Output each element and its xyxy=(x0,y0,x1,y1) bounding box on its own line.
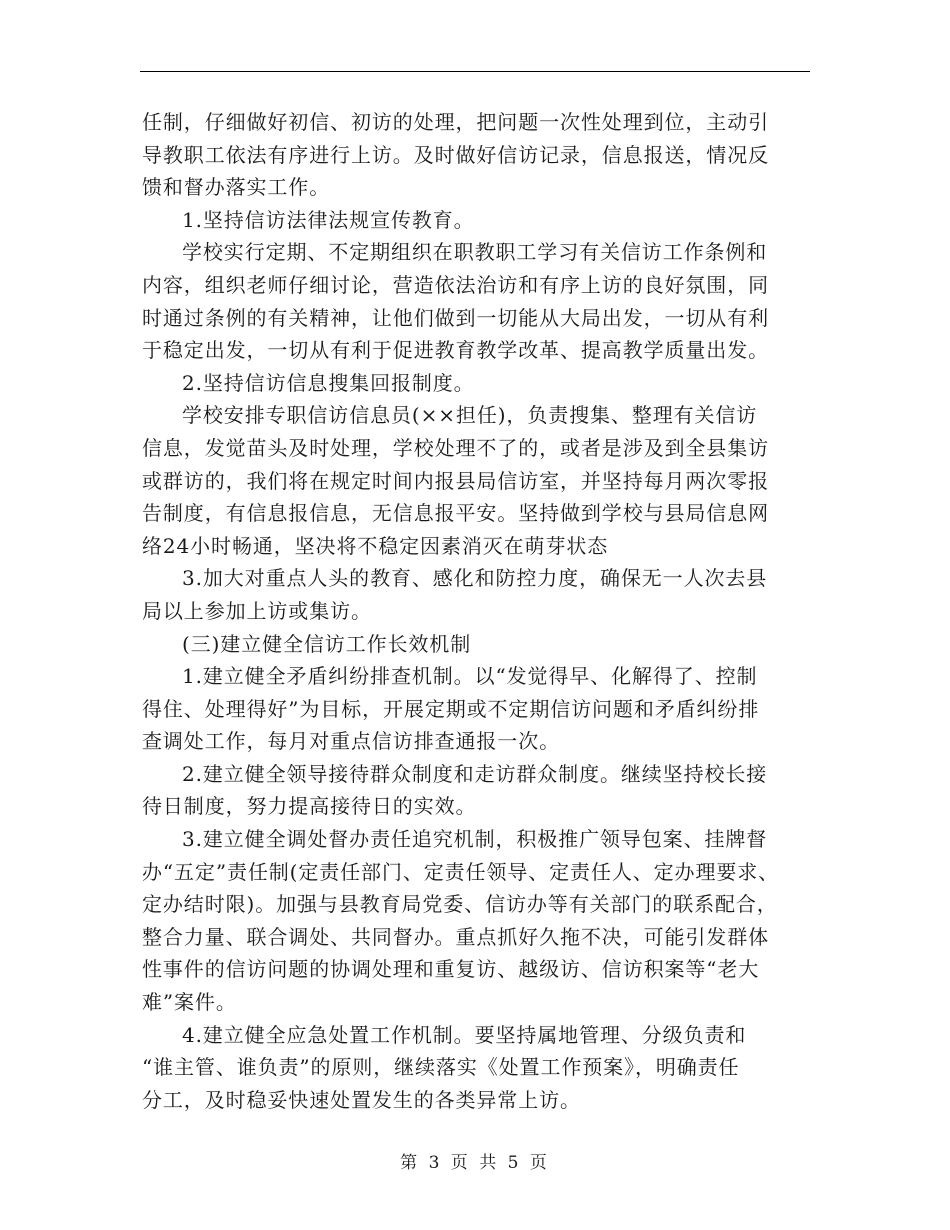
text-line: 内容，组织老师仔细讨论，营造依法治访和有序上访的良好氛围，同 xyxy=(142,272,769,297)
text-line: 2.建立健全领导接待群众制度和走访群众制度。继续坚持校长接 xyxy=(182,761,768,786)
text-line: 分工，及时稳妥快速处置发生的各类异常上访。 xyxy=(142,1087,581,1112)
text-line: 难”案件。 xyxy=(142,990,237,1015)
text-line: 1.建立健全矛盾纠纷排查机制。以“发觉得早、化解得了、控制 xyxy=(182,664,758,689)
text-line: 办“五定”责任制(定责任部门、定责任领导、定责任人、定办理要求、 xyxy=(142,859,780,884)
text-line: 得住、处理得好”为目标，开展定期或不定期信访问题和矛盾纠纷排 xyxy=(142,696,760,721)
text-line: 3.建立健全调处督办责任追究机制，积极推广领导包案、挂牌督 xyxy=(182,827,768,852)
text-line: 学校实行定期、不定期组织在职教职工学习有关信访工作条例和 xyxy=(182,240,768,265)
text-line: 馈和督办落实工作。 xyxy=(142,175,331,200)
text-line: (三)建立健全信访工作长效机制 xyxy=(182,631,472,656)
text-line: 定办结时限)。加强与县教育局党委、信访办等有关部门的联系配合， xyxy=(142,892,778,917)
text-line: “谁主管、谁负责”的原则，继续落实《处置工作预案》，明确责任 xyxy=(142,1055,740,1080)
document-body xyxy=(142,106,810,1116)
text-line: 于稳定出发，一切从有利于促进教育教学改革、提高教学质量出发。 xyxy=(142,338,769,363)
text-line: 性事件的信访问题的协调处理和重复访、越级访、信访积案等“老大 xyxy=(142,957,760,982)
text-line: 告制度，有信息报信息，无信息报平安。坚持做到学校与县局信息网 xyxy=(142,501,769,526)
text-line: 2.坚持信访信息搜集回报制度。 xyxy=(182,370,475,395)
text-line: 查调处工作，每月对重点信访排查通报一次。 xyxy=(142,729,560,754)
text-line: 信息，发觉苗头及时处理，学校处理不了的，或者是涉及到全县集访 xyxy=(142,435,769,460)
text-line: 局以上参加上访或集访。 xyxy=(142,598,372,623)
text-line: 3.加大对重点人头的教育、感化和防控力度，确保无一人次去县 xyxy=(182,566,768,591)
page-number: 第 3 页 共 5 页 xyxy=(400,1153,550,1173)
text-line: 导教职工依法有序进行上访。及时做好信访记录，信息报送，情况反 xyxy=(142,142,769,167)
text-line: 学校安排专职信访信息员(××担任)，负责搜集、整理有关信访 xyxy=(182,403,758,428)
text-line: 任制，仔细做好初信、初访的处理，把问题一次性处理到位，主动引 xyxy=(142,110,769,134)
text-line: 4.建立健全应急处置工作机制。要坚持属地管理、分级负责和 xyxy=(182,1022,747,1047)
text-line: 整合力量、联合调处、共同督办。重点抓好久拖不决，可能引发群体 xyxy=(142,924,769,949)
text-line: 或群访的，我们将在规定时间内报县局信访室，并坚持每月两次零报 xyxy=(142,468,769,493)
text-line: 待日制度，努力提高接待日的实效。 xyxy=(142,794,477,819)
text-line: 时通过条例的有关精神，让他们做到一切能从大局出发，一切从有利 xyxy=(142,305,769,330)
header-rule xyxy=(140,71,810,72)
text-line: 1.坚持信访法律法规宣传教育。 xyxy=(182,207,475,232)
text-line: 络24小时畅通，坚决将不稳定因素消灭在萌芽状态 xyxy=(142,533,609,558)
